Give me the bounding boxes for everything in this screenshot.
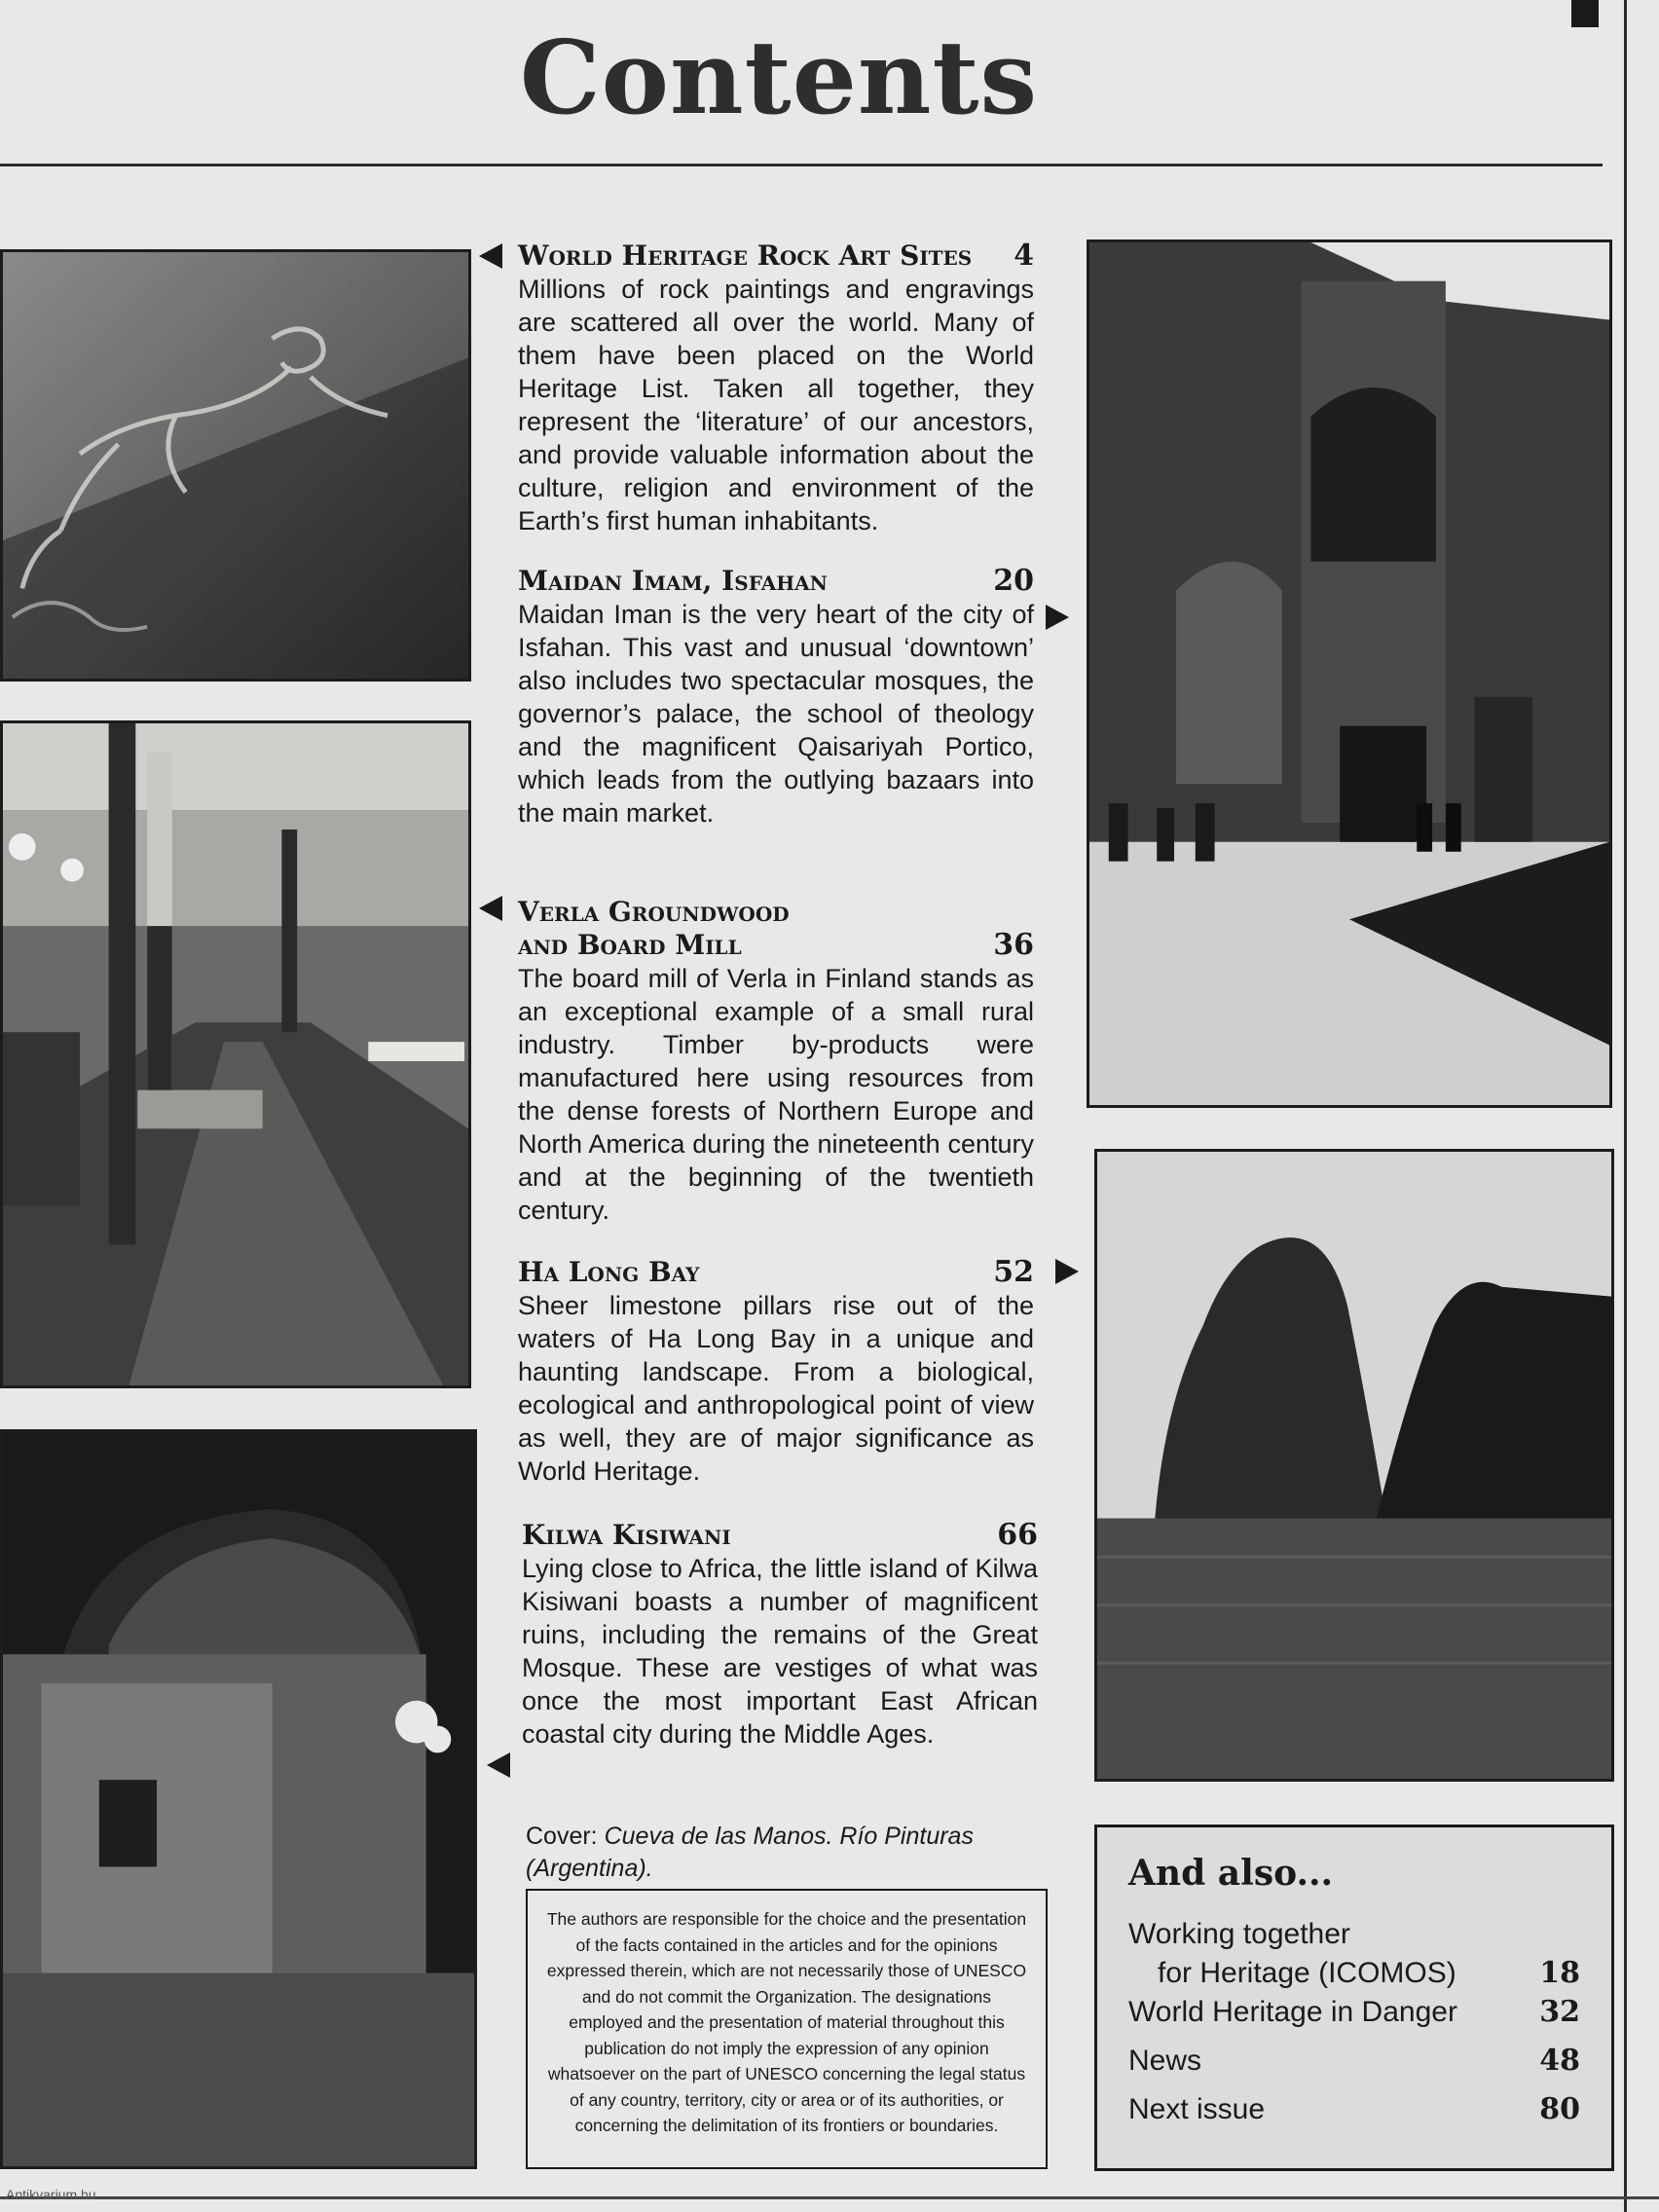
rock-art-photo [0, 249, 471, 682]
and-also-item[interactable] [1128, 1915, 1580, 1993]
entry-title: Maidan Imam, Isfahan [518, 565, 828, 597]
entry-title-line2: and Board Mill [518, 929, 742, 961]
entry-title-line1: Verla Groundwood [518, 896, 790, 928]
and-also-page-number: 32 [1539, 1995, 1580, 2029]
page-title: Contents [519, 18, 1039, 137]
header-rule [0, 164, 1603, 166]
footer-rule [0, 2196, 1659, 2199]
right-arrow-icon [1055, 1259, 1079, 1284]
toc-entry-maidan-imam[interactable] [518, 565, 1034, 830]
and-also-item[interactable] [1128, 2042, 1580, 2081]
entry-description: Millions of rock paintings and engravings are scattered all over the world. Many of them have been placed on the World Heritage List. Taken all together, they represent the ‘literature’ of our ancestors, and provide valuable information about the culture, religion and environment of the Earth’s first human inhabitants. [518, 275, 1034, 535]
and-also-label: Next issue [1128, 2093, 1266, 2125]
and-also-item[interactable] [1128, 1993, 1580, 2032]
toc-entry-ha-long-bay[interactable] [518, 1256, 1034, 1488]
kilwa-ruins-photo [0, 1429, 477, 2169]
and-also-item[interactable] [1128, 2090, 1580, 2129]
entry-page-number: 66 [997, 1518, 1038, 1552]
left-arrow-icon [487, 1752, 510, 1778]
and-also-box [1094, 1825, 1614, 2171]
entry-page-number: 52 [993, 1255, 1034, 1289]
left-arrow-icon [479, 896, 502, 921]
and-also-label-line1: Working together [1128, 1918, 1350, 1950]
entry-page-number: 36 [993, 928, 1034, 962]
right-rule [1624, 0, 1627, 2212]
entry-description: Maidan Iman is the very heart of the city of Isfahan. This vast and unusual ‘downtown’ also includes two spectacular mosques, the governor’s palace, the school of theology and the magnificent Qaisariyah Portico, which leads from the outlying bazaars into the main market. [518, 600, 1034, 828]
entry-description: Sheer limestone pillars rise out of the waters of Ha Long Bay in a unique and haunting landscape. From a biological, ecological and anthropological point of view as well, they are of major significance as World Heritage. [518, 1291, 1034, 1486]
entry-description: The board mill of Verla in Finland stands as an exceptional example of a small rural industry. Timber by-products were manufactured here using resources from the dense forests of Northern Europe and North America during the nineteenth century and at the beginning of the twentieth century. [518, 964, 1034, 1225]
entry-title: Ha Long Bay [518, 1256, 700, 1288]
isfahan-mosque-photo [1087, 240, 1612, 1108]
entry-page-number: 4 [1014, 239, 1034, 273]
and-also-page-number: 48 [1539, 2044, 1580, 2078]
ha-long-bay-photo [1094, 1149, 1614, 1782]
left-arrow-icon [479, 243, 502, 269]
cover-title: Cueva de las Manos. Río Pinturas (Argentina). [526, 1823, 974, 1882]
entry-page-number: 20 [993, 564, 1034, 598]
toc-entry-verla[interactable] [518, 896, 1034, 1227]
toc-entry-kilwa-kisiwani[interactable] [522, 1519, 1038, 1751]
mill-interior-photo [0, 720, 471, 1388]
cover-label: Cover: [526, 1823, 605, 1850]
and-also-label-line2: for Heritage (ICOMOS) [1158, 1957, 1456, 1989]
and-also-page-number: 80 [1539, 2092, 1580, 2126]
right-arrow-icon [1046, 605, 1069, 630]
corner-marker [1571, 0, 1599, 27]
watermark: Antikvarium.hu [6, 2187, 96, 2202]
toc-entry-rock-art[interactable] [518, 240, 1034, 537]
entry-title: World Heritage Rock Art Sites [518, 240, 973, 272]
entry-description: Lying close to Africa, the little island of Kilwa Kisiwani boasts a number of magnificent ruins, including the remains of the Great Mosque. These are vestiges of what was once the most important East African coastal city during the Middle Ages. [522, 1554, 1038, 1749]
and-also-label: World Heritage in Danger [1128, 1996, 1457, 2028]
and-also-heading: And also... [1128, 1853, 1334, 1894]
entry-title: Kilwa Kisiwani [522, 1519, 731, 1551]
and-also-page-number: 18 [1539, 1956, 1580, 1990]
cover-caption [526, 1821, 1051, 1885]
disclaimer-box: The authors are responsible for the choice and the presentation of the facts contained in the articles and for the opinions expressed therein, which are not necessarily those of UNESCO and do not commit the Organization. The designations employed and the presentation of material throughout this publication do not imply the expression of any opinion whatsoever on the part of UNESCO concerning the legal status of any country, territory, city or area or of its authorities, or concerning the delimitation of its frontiers or boundaries. [526, 1889, 1048, 2169]
and-also-label: News [1128, 2045, 1202, 2077]
